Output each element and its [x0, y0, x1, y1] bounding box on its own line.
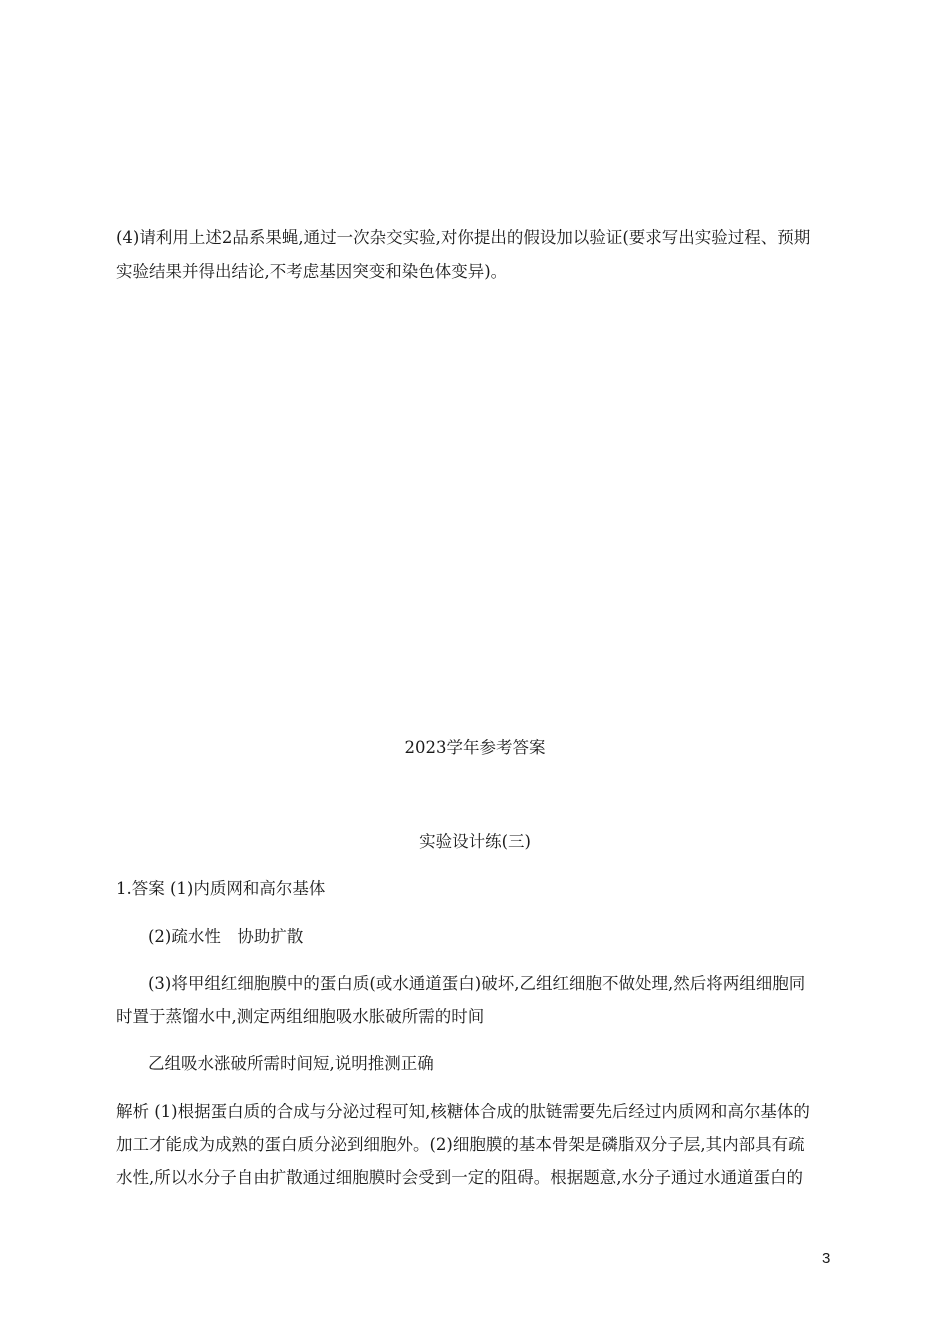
- analysis-line-1: 解析 (1)根据蛋白质的合成与分泌过程可知,核糖体合成的肽链需要先后经过内质网和高尔基体的: [116, 1102, 810, 1121]
- analysis-line-2: 加工才能成为成熟的蛋白质分泌到细胞外。(2)细胞膜的基本骨架是磷脂双分子层,其内部具有疏: [116, 1135, 805, 1154]
- answer-1-head: 1.答案 (1)内质网和高尔基体: [116, 879, 326, 898]
- question-4-line-1: (4)请利用上述2品系果蝇,通过一次杂交实验,对你提出的假设加以验证(要求写出实验过程、预期: [116, 228, 811, 247]
- answer-title: 2023学年参考答案: [404, 738, 546, 757]
- section-title: 实验设计练(三): [419, 832, 531, 851]
- page-number: 3: [822, 1250, 831, 1267]
- analysis-line-3: 水性,所以水分子自由扩散通过细胞膜时会受到一定的阻碍。根据题意,水分子通过水通道蛋白的: [116, 1168, 803, 1187]
- question-4-line-2: 实验结果并得出结论,不考虑基因突变和染色体变异)。: [116, 262, 508, 281]
- answer-1-part-3-line-2: 时置于蒸馏水中,测定两组细胞吸水胀破所需的时间: [116, 1007, 485, 1026]
- answer-1-part-2: (2)疏水性 协助扩散: [148, 927, 304, 946]
- answer-1-result: 乙组吸水涨破所需时间短,说明推测正确: [148, 1054, 434, 1073]
- answer-1-part-3-line-1: (3)将甲组红细胞膜中的蛋白质(或水通道蛋白)破坏,乙组红细胞不做处理,然后将两组细胞同: [148, 974, 806, 993]
